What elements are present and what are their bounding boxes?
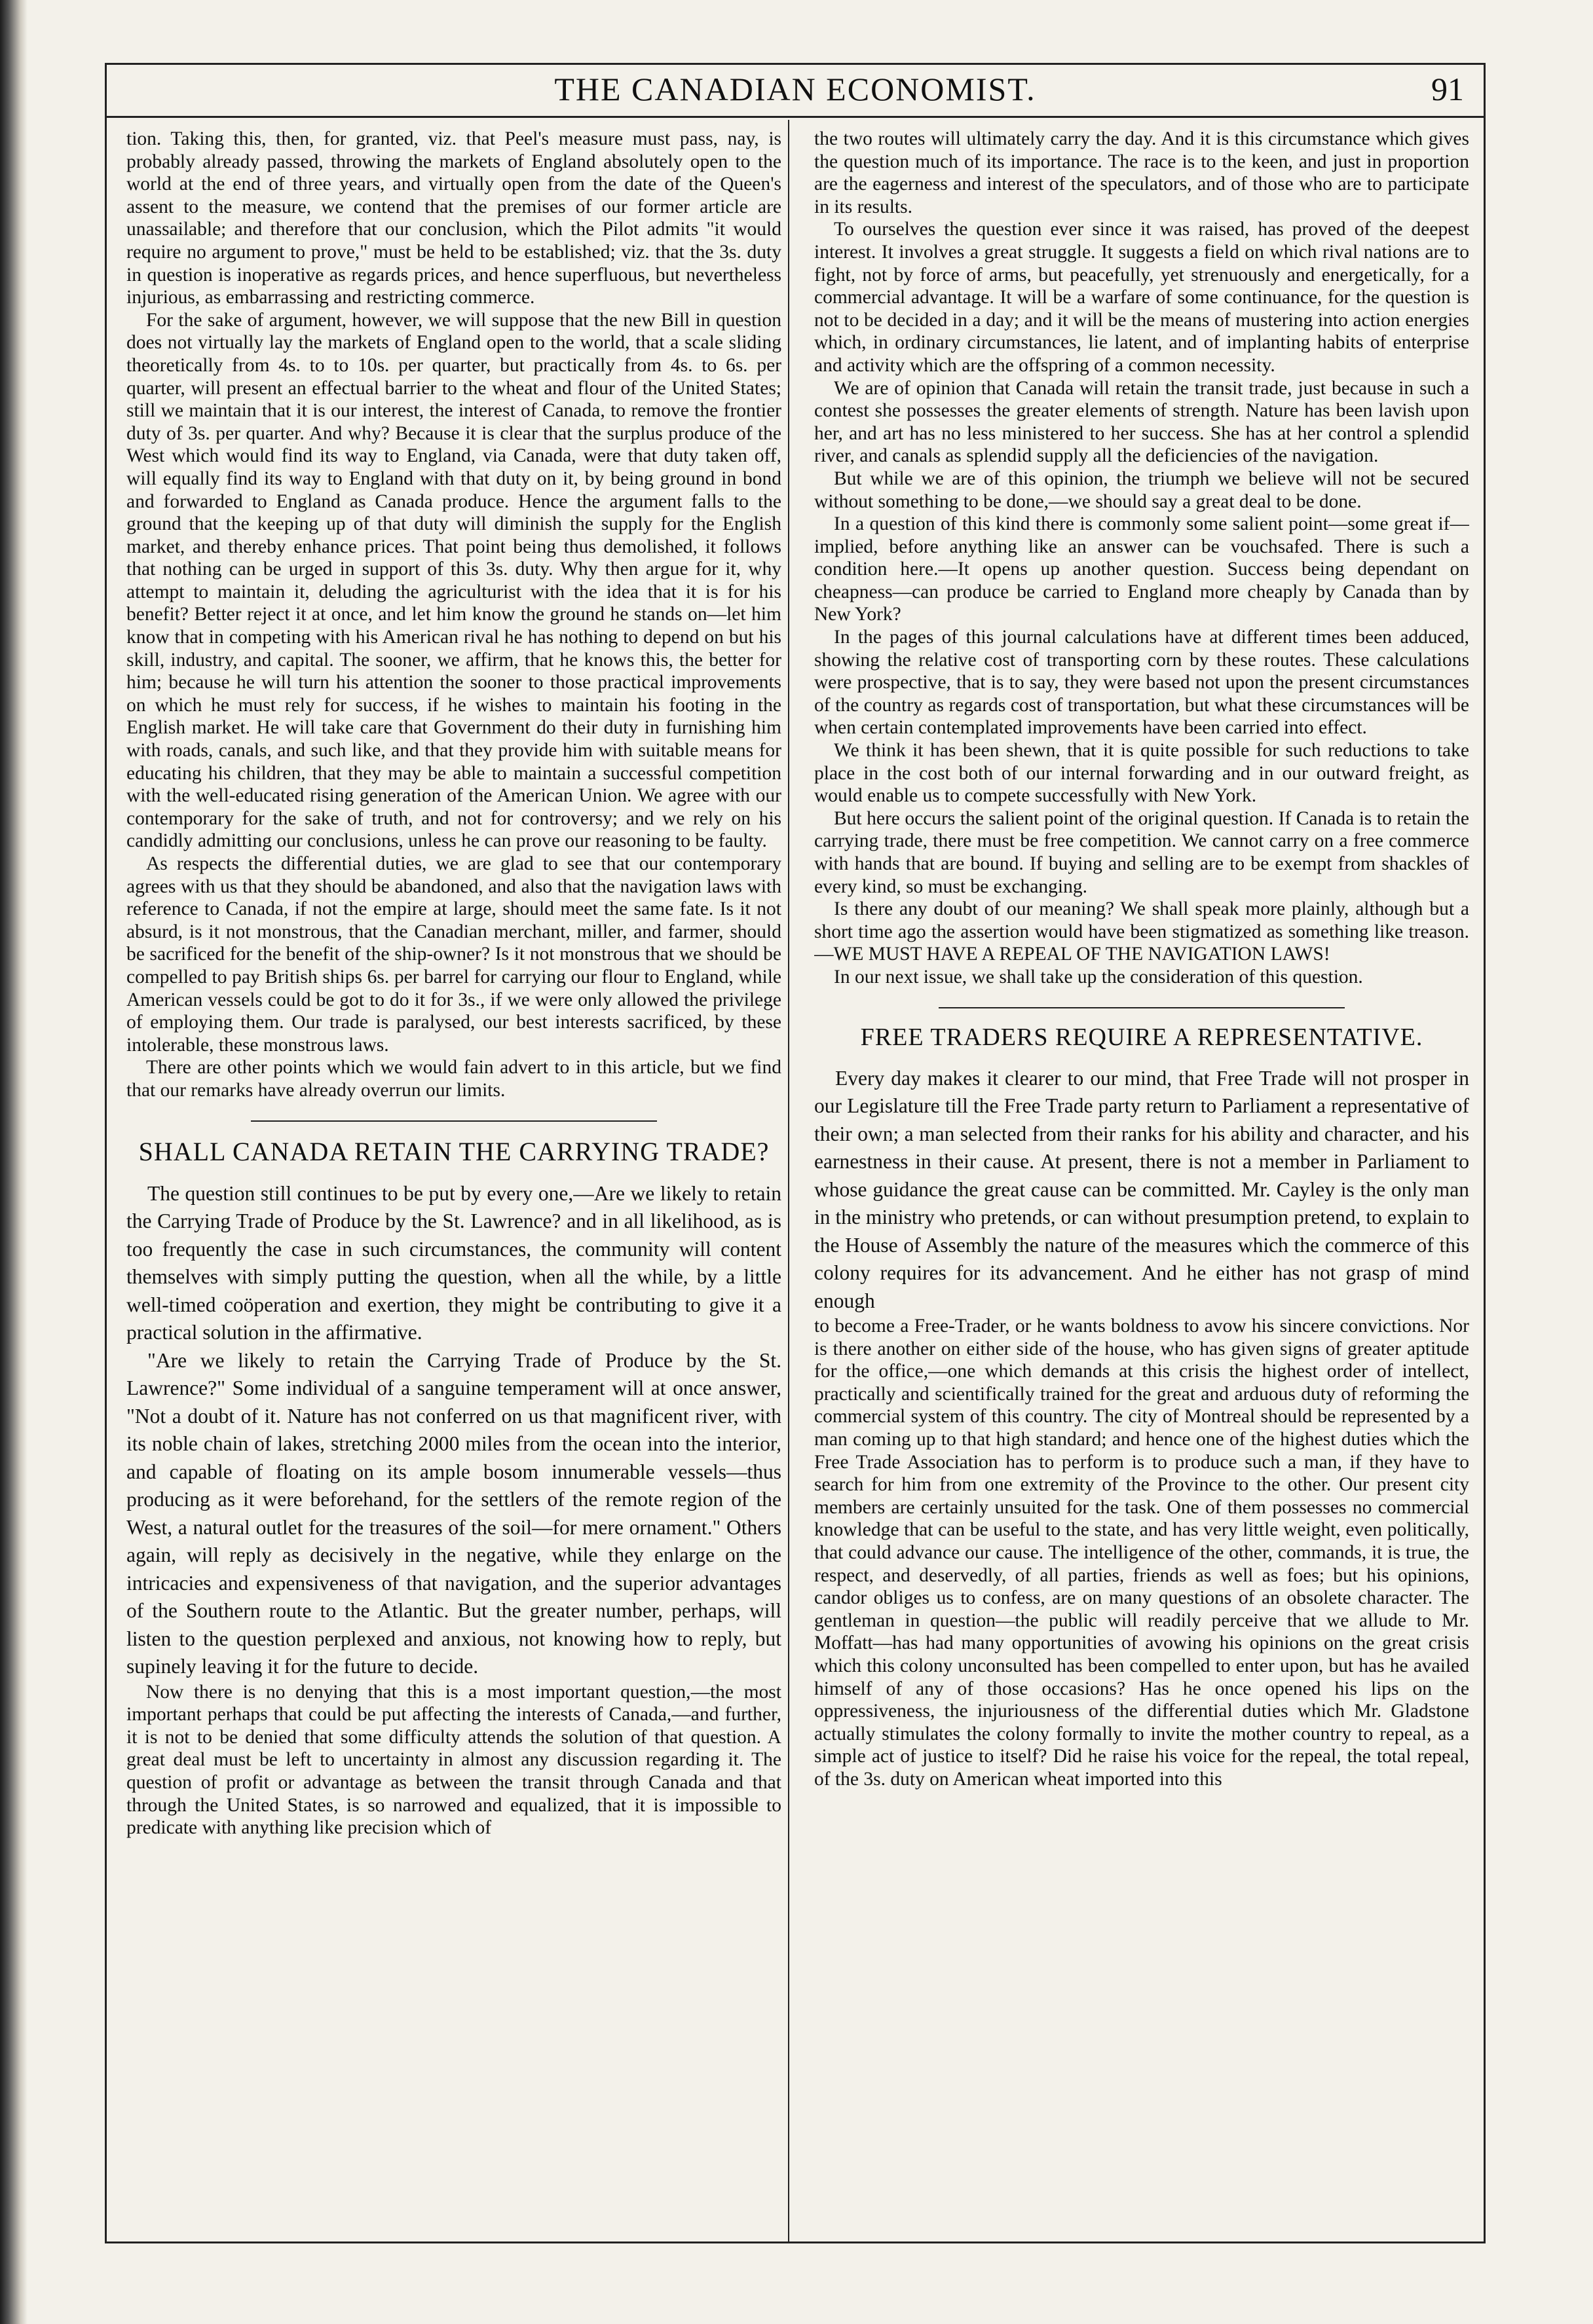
paragraph: the two routes will ultimately carry the day. And it is this circumstance which gives the question much of its importance. The race is to the keen, and just in proportion are the eagerness and interest of the speculators, and of those who are to participate in its results.: [814, 128, 1469, 217]
paragraph: As respects the differential duties, we are glad to see that our contemporary agrees with us that they should be abandoned, and also that the navigation laws with reference to Canada, if not the empire at large, should meet the same fate. Is it not absurd, is it not monstrous, that the Canadian merchant, miller, and farmer, should be sacrificed for the benefit of the ship-owner? Is it not monstrous that we should be compelled to pay British ships 6s. per barrel for carrying our flour to England, while American vessels could be got to do it for 3s., if we were only allowed the privilege of employing them. Our trade is paralysed, our best interests sacrificed, by these intolerable, these monstrous laws.: [126, 853, 781, 1056]
paragraph: to become a Free-Trader, or he wants boldness to avow his sincere convictions. Nor is there another on either side of the house, who has given signs of greater aptitude for the office,—one which demands at this crisis the highest order of intellect, practically and scientifically trained for the great and arduous duty of reforming the commercial system of this country. The city of Montreal should be represented by a man coming up to that high standard; and hence one of the highest duties which the Free Trade Association has to perform is to produce such a man, if they have to search for him from one extremity of the Province to the other. Our present city members are certainly unsuited for the task. One of them possesses no commercial knowledge that can be useful to the state, and has very little weight, even politically, that could advance our cause. The intelligence of the other, commands, it is true, the respect, and deservedly, of all parties, friends as well as foes; but his opinions, candor obliges us to confess, are on many questions of an obsolete character. The gentleman in question—the public will readily perceive that we allude to Mr. Moffatt—has had many opportunities of avowing his opinions on the great crisis which this colony unconsulted has been compelled to enter upon, but has he availed himself of any of those occasions? Has he once opened his lips on the oppressiveness, the injuriousness of the differential duties which Mr. Gladstone actually stimulates the colony formally to invite the mother country to repeal, as a simple act of justice to itself? Did he raise his voice for the repeal, the total repeal, of the 3s. duty on American wheat imported into this: [814, 1316, 1469, 1790]
paragraph: But here occurs the salient point of the original question. If Canada is to retain the carrying trade, there must be free competition. We cannot carry on a free commerce with hands that are bound. If buying and selling are to be exempt from shackles of every kind, so must be exchanging.: [814, 807, 1469, 897]
paragraph: Every day makes it clearer to our mind, that Free Trade will not prosper in our Legislature till the Free Trade party return to Parliament a representative of their own; a man selected from their ranks for his ability and character, and his earnestness in their cause. At present, there is not a member in Parliament to whose guidance the great cause can be committed. Mr. Cayley is the only man in the ministry who pretends, or can without presumption pretend, to explain to the House of Assembly the nature of the measures which the commerce of this colony requires for its advancement. And he either has not grasp of mind enough: [814, 1066, 1469, 1312]
section-title-carrying-trade: SHALL CANADA RETAIN THE CARRYING TRADE?: [138, 1136, 770, 1166]
page-header: [107, 65, 1484, 118]
paragraph: In the pages of this journal calculations have at different times been adduced, showing the relative cost of transporting corn by these routes. These calculations were prospective, that is to say, they were based not upon the present circumstances of the country as regards cost of transportation, but what these circumstances will be when certain contemplated improvements have been carried into effect.: [814, 627, 1469, 739]
book-spine-edge: [0, 0, 28, 2324]
paragraph: Is there any doubt of our meaning? We shall speak more plainly, although but a short time ago the assertion would have been stigmatized as something like treason.—WE MUST HAVE A REPEAL OF THE NAVIGATION LAWS!: [814, 898, 1469, 965]
paragraph: We are of opinion that Canada will retain the transit trade, just because in such a contest she possesses the greater elements of strength. Nature has been lavish upon her, and art has no less ministered to her success. She has at her control a splendid river, and canals as splendid supply all the deficiencies of the navigation.: [814, 377, 1469, 467]
paragraph: In a question of this kind there is commonly some salient point—some great if—implied, before anything like an answer can be vouchsafed. There is such a condition here.—It opens up another question. Success being dependant on cheapness—can produce be carried to England more cheaply by Canada than by New York?: [814, 513, 1469, 625]
paragraph: "Are we likely to retain the Carrying Trade of Produce by the St. Lawrence?" Some individual of a sanguine temperament will at once answer, "Not a doubt of it. Nature has not conferred on us that magnificent river, with its noble chain of lakes, stretching 2000 miles from the ocean into the interior, and capable of floating on its ample bosom innumerable vessels—thus producing as it were beforehand, for the settlers of the remote region of the West, a natural outlet for the treasures of the soil—for mere ornament." Others again, will reply as decisively in the negative, while they enlarge on the intricacies and expensiveness of that navigation, and the superior advantages of the Southern route to the Atlantic. But the greater number, perhaps, will listen to the question perplexed and anxious, not knowing how to reply, but supinely leaving it for the future to decide.: [126, 1348, 781, 1678]
section-rule: [939, 1007, 1345, 1008]
paragraph: There are other points which we would fain advert to in this article, but we find that our remarks have already overrun our limits.: [126, 1057, 781, 1101]
paragraph: tion. Taking this, then, for granted, viz. that Peel's measure must pass, nay, is probably already passed, throwing the markets of England absolutely open to the world at the end of three years, and virtually open from the date of the Queen's assent to the measure, we contend that the premises of our former article are unassailable; and therefore that our conclusion, which the Pilot admits "it would require no argument to prove," must be held to be established; viz. that the 3s. duty in question is inoperative as regards prices, and hence superfluous, but nevertheless injurious, as embarrassing and restricting commerce.: [126, 128, 781, 308]
paragraph: Now there is no denying that this is a most important question,—the most important perhaps that could be put affecting the interests of Canada,—and further, it is not to be denied that some difficulty attends the solution of that question. A great deal must be left to uncertainty in almost any discussion regarding it. The question of profit or advantage as between the transit through Canada and that through the United States, is so narrowed and equalized, that it is impossible to predicate with anything like precision which of: [126, 1681, 781, 1839]
masthead-title: THE CANADIAN ECONOMIST.: [554, 71, 1036, 107]
paragraph: For the sake of argument, however, we will suppose that the new Bill in question does not virtually lay the markets of England open to the world, that a scale sliding theoretically from 4s. to to 10s. per quarter, but practically from 4s. to 6s. per quarter, will present an effectual barrier to the wheat and flour of the United States; still we maintain that it is our interest, the interest of Canada, to remove the frontier duty of 3s. per quarter. And why? Because it is clear that the surplus produce of the West which would find its way to England, via Canada, were that duty taken off, will equally find its way to England with that duty on it, by being ground in bond and forwarded to England as Canada produce. Hence the argument falls to the ground that the keeping up of that duty will diminish the supply for the English market, and thereby enhance prices. That point being thus demolished, it follows that nothing can be urged in support of this 3s. duty. Why then argue for it, why attempt to maintain it, deluding the agriculturist with the idea that it is for his benefit? Better reject it at once, and let him know the ground he stands on—let him know that in competing with his American rival he has nothing to depend on but his skill, industry, and capital. The sooner, we affirm, that he knows this, the better for him; because he will turn his attention the sooner to those practical improvements on which he must rely for success, if he wishes to maintain his footing in the English market. He will take care that Government do their duty in furnishing him with roads, canals, and such like, and that they provide him with suitable means for educating his children, that they may be able to maintain a successful competition with the well-educated rising generation of the American Union. We agree with our contemporary for the sake of truth, and not for controversy; and we rely on his candidly admitting our conclusions, unless he can prove our reasoning to be faulty.: [126, 309, 781, 852]
left-column: [126, 128, 781, 2233]
paragraph: The question still continues to be put by every one,—Are we likely to retain the Carrying Trade of Produce by the St. Lawrence? and in all likelihood, as is too frequently the case in such circumstances, the community will content themselves with simply putting the question, when all the while, by a little well-timed coöperation and exertion, they might be contributing to give it a practical solution in the affirmative.: [126, 1181, 781, 1344]
newspaper-page: [105, 63, 1486, 2243]
paragraph: But while we are of this opinion, the triumph we believe will not be secured without something to be done,—we should say a great deal to be done.: [814, 468, 1469, 512]
paragraph: To ourselves the question ever since it was raised, has proved of the deepest interest. It involves a great struggle. It suggests a field on which rival nations are to fight, not by force of arms, but peacefully, yet strenuously and energetically, for a commercial advantage. It will be a warfare of some continuance, for the question is not to be decided in a day; and it will be the means of mustering into action energies which, in ordinary circumstances, lie latent, and of implanting habits of enterprise and activity which are the offspring of a common necessity.: [814, 219, 1469, 376]
page-number: 91: [1431, 71, 1464, 107]
section-rule: [251, 1120, 657, 1122]
section-title-free-traders: FREE TRADERS REQUIRE A REPRESENTATIVE.: [860, 1023, 1423, 1051]
right-column: [814, 128, 1469, 2233]
paragraph: We think it has been shewn, that it is quite possible for such reductions to take place in the cost both of our internal forwarding and in our outward freight, as would enable us to compete successfully with New York.: [814, 740, 1469, 807]
column-divider: [788, 120, 789, 2241]
paragraph: In our next issue, we shall take up the consideration of this question.: [834, 966, 1363, 987]
